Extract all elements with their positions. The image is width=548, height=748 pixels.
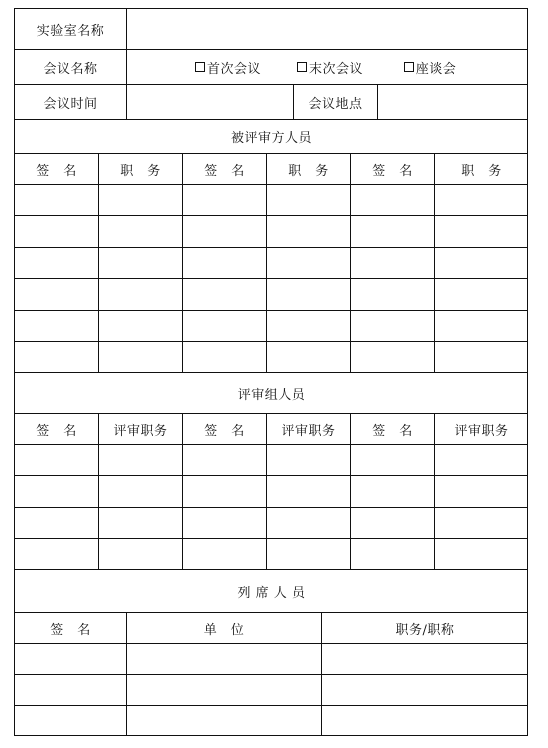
section-title-attendees: 列 席 人 员 (237, 585, 306, 601)
row-divider (15, 184, 528, 185)
col-header: 签 名 (204, 163, 245, 179)
col-divider (182, 414, 183, 569)
section-title-review-team: 评审组人员 (237, 387, 306, 403)
row-divider (15, 84, 528, 85)
meeting-signin-form (14, 8, 528, 736)
checkbox[interactable] (404, 62, 414, 72)
col-divider (350, 154, 351, 372)
row-divider (15, 278, 528, 279)
col-header: 评审职务 (454, 423, 509, 439)
row-divider (15, 215, 528, 216)
meeting-option-label: 末次会议 (308, 61, 363, 77)
meeting-option-symposium[interactable] (390, 50, 470, 84)
meeting-option-label: 首次会议 (206, 61, 261, 77)
row-divider (15, 310, 528, 311)
col-header: 签 名 (36, 423, 77, 439)
meeting-option-last[interactable] (285, 50, 375, 84)
col-divider (266, 154, 267, 372)
col-divider (126, 9, 127, 119)
row-divider (15, 538, 528, 539)
row-divider (15, 507, 528, 508)
row-divider (15, 569, 528, 570)
col-divider (98, 414, 99, 569)
lab-name-label: 实验室名称 (36, 23, 105, 39)
row-divider (15, 372, 528, 373)
col-header: 单 位 (203, 622, 245, 638)
col-header: 职 务 (120, 163, 161, 179)
meeting-time-field[interactable] (126, 85, 293, 119)
col-divider (434, 154, 435, 372)
col-header: 职务/职称 (395, 622, 455, 638)
checkbox[interactable] (195, 62, 205, 72)
col-header: 职 务 (461, 163, 502, 179)
col-header: 职 务 (288, 163, 329, 179)
row-divider (15, 153, 528, 154)
row-divider (15, 643, 528, 644)
section-title-reviewed: 被评审方人员 (230, 131, 312, 146)
lab-name-field[interactable] (126, 9, 528, 49)
row-divider (15, 413, 528, 414)
col-header: 签 名 (50, 622, 91, 638)
row-divider (15, 475, 528, 476)
row-divider (15, 119, 528, 120)
meeting-option-label: 座谈会 (415, 61, 457, 77)
meeting-option-first[interactable] (183, 50, 273, 84)
col-header: 签 名 (36, 163, 77, 179)
col-header: 签 名 (204, 423, 245, 439)
checkbox[interactable] (297, 62, 307, 72)
meeting-time-label: 会议时间 (43, 96, 98, 112)
col-divider (266, 414, 267, 569)
row-divider (15, 247, 528, 248)
col-divider (182, 154, 183, 372)
row-divider (15, 444, 528, 445)
col-divider (350, 414, 351, 569)
col-header: 签 名 (372, 163, 413, 179)
col-divider (98, 154, 99, 372)
row-divider (15, 612, 528, 613)
col-divider (321, 613, 322, 736)
col-header: 评审职务 (113, 423, 168, 439)
col-divider (377, 85, 378, 119)
row-divider (15, 341, 528, 342)
row-divider (15, 705, 528, 706)
col-header: 签 名 (372, 423, 413, 439)
col-divider (126, 613, 127, 736)
col-divider (293, 85, 294, 119)
col-divider (434, 414, 435, 569)
meeting-name-label: 会议名称 (43, 61, 98, 77)
col-header: 评审职务 (281, 423, 336, 439)
meeting-place-field[interactable] (377, 85, 528, 119)
row-divider (15, 674, 528, 675)
meeting-place-label: 会议地点 (308, 96, 363, 112)
row-divider (15, 49, 528, 50)
